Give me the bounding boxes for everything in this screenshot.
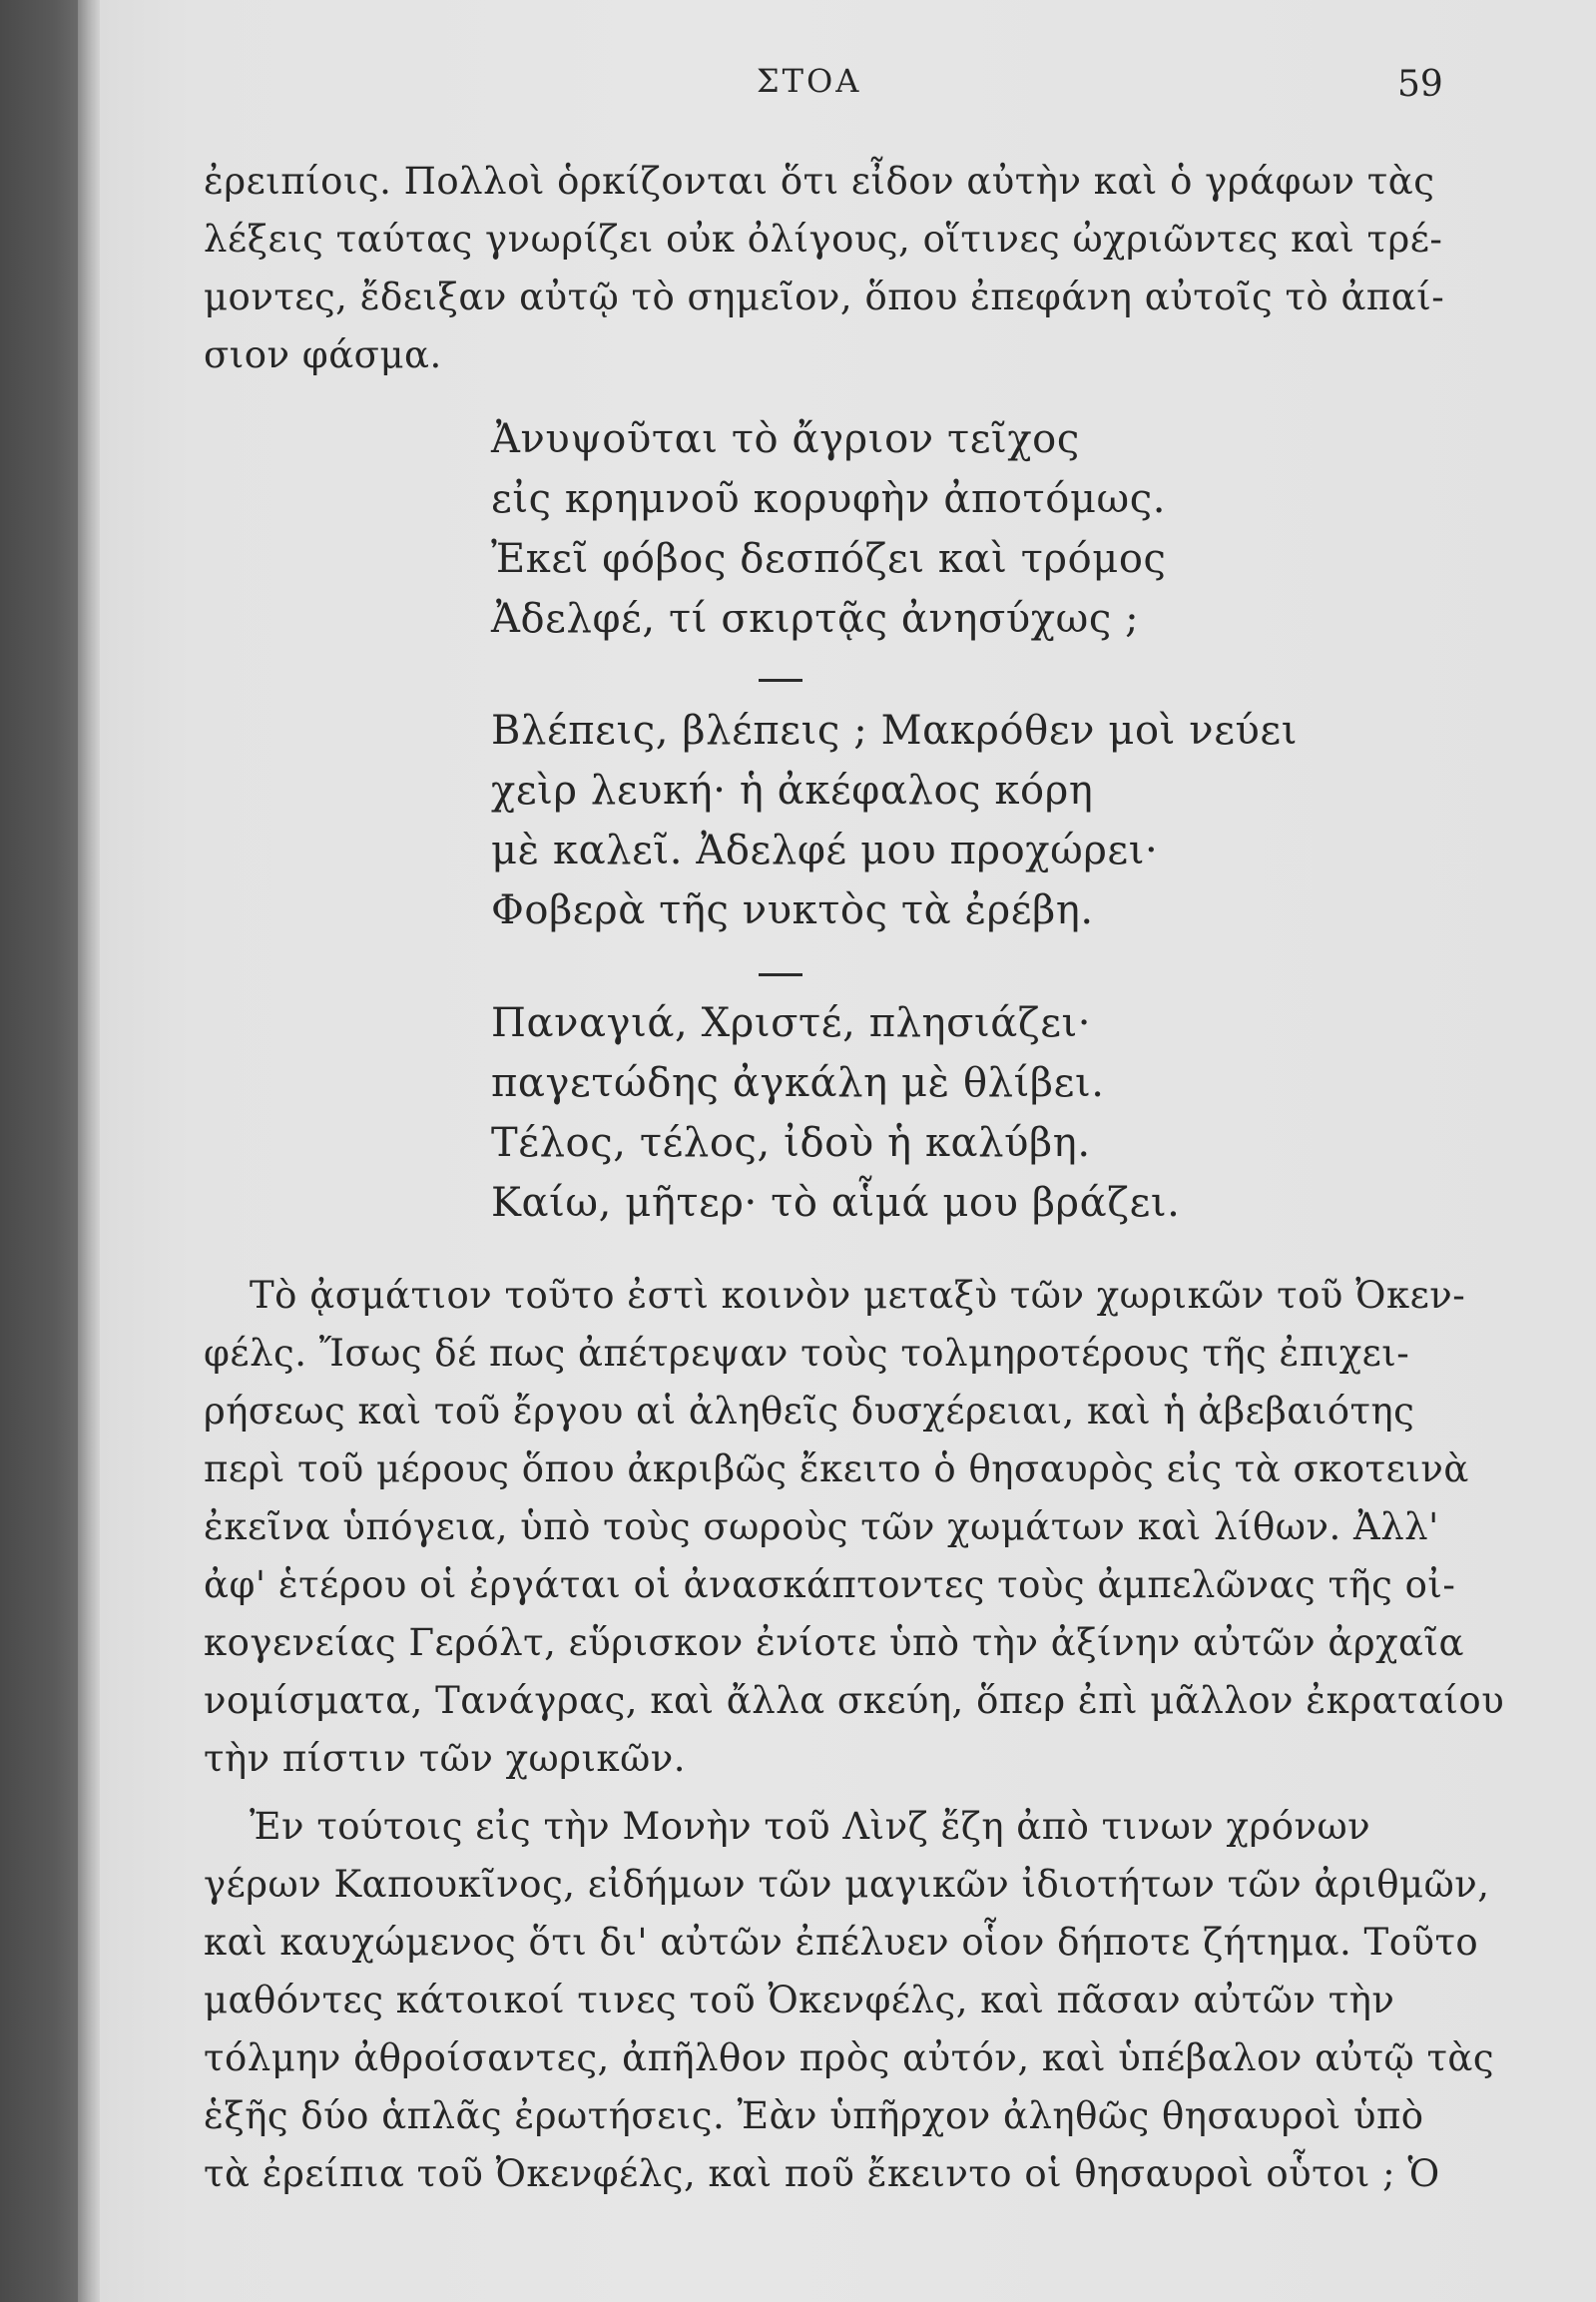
text-line: τὴν πίστιν τῶν χωρικῶν.	[204, 1737, 686, 1780]
verse-line: εἰς κρημνοῦ κορυφὴν ἀποτόμως.	[491, 476, 1167, 522]
text-line: ρήσεως καὶ τοῦ ἔργου αἱ ἀληθεῖς δυσχέρειαι, καὶ ἡ ἀβεβαιότης	[204, 1390, 1415, 1433]
text-line: λέξεις ταύτας γνωρίζει οὐκ ὀλίγους, οἵτινες ὠχριῶντες καὶ τρέ-	[204, 218, 1443, 261]
book-binding-shadow	[0, 0, 78, 2302]
text-line: μαθόντες κάτοικοί τινες τοῦ Ὀκενφέλς, καὶ πᾶσαν αὐτῶν τὴν	[204, 1979, 1395, 2021]
verse-line: Παναγιά, Χριστέ, πλησιάζει·	[491, 1000, 1092, 1046]
text-line: Ἐν τούτοις εἰς τὴν Μονὴν τοῦ Λὶνζ ἔζη ἀπὸ τινων χρόνων	[250, 1805, 1371, 1848]
verse-line: χεὶρ λευκή· ἡ ἀκέφαλος κόρη	[491, 768, 1094, 814]
stanza-separator	[759, 973, 802, 976]
text-line: καὶ καυχώμενος ὅτι δι' αὐτῶν ἐπέλυεν οἷον δήποτε ζήτημα. Τοῦτο	[204, 1921, 1479, 1964]
text-line: περὶ τοῦ μέρους ὅπου ἀκριβῶς ἔκειτο ὁ θησαυρὸς εἰς τὰ σκοτεινὰ	[204, 1447, 1469, 1490]
verse-line: Τέλος, τέλος, ἰδοὺ ἡ καλύβη.	[491, 1120, 1091, 1166]
text-line: ἐκεῖνα ὑπόγεια, ὑπὸ τοὺς σωροὺς τῶν χωμάτων καὶ λίθων. Ἀλλ'	[204, 1505, 1439, 1548]
text-line: γέρων Καπουκῖνος, εἰδήμων τῶν μαγικῶν ἰδιοτήτων τῶν ἀριθμῶν,	[204, 1863, 1490, 1906]
verse-line: Φοβερὰ τῆς νυκτὸς τὰ ἐρέβη.	[491, 887, 1094, 933]
verse-line: Βλέπεις, βλέπεις ; Μακρόθεν μοὶ νεύει	[491, 708, 1299, 754]
text-line: ἑξῆς δύο ἁπλᾶς ἐρωτήσεις. Ἐὰν ὑπῆρχον ἀληθῶς θησαυροὶ ὑπὸ	[204, 2094, 1424, 2137]
page-number: 59	[1397, 64, 1443, 105]
text-line: ἐρειπίοις. Πολλοὶ ὁρκίζονται ὅτι εἶδον αὐτὴν καὶ ὁ γράφων τὰς	[204, 160, 1435, 203]
verse-line: Καίω, μῆτερ· τὸ αἷμά μου βράζει.	[491, 1180, 1181, 1226]
text-line: ἀφ' ἑτέρου οἱ ἐργάται οἱ ἀνασκάπτοντες τοὺς ἀμπελῶνας τῆς οἰ-	[204, 1563, 1456, 1606]
verse-line: μὲ καλεῖ. Ἀδελφέ μου προχώρει·	[491, 828, 1159, 873]
running-head	[100, 62, 1596, 112]
text-line: τόλμην ἀθροίσαντες, ἀπῆλθον πρὸς αὐτόν, καὶ ὑπέβαλον αὐτῷ τὰς	[204, 2036, 1495, 2079]
verse-line: Ἀνυψοῦται τὸ ἄγριον τεῖχος	[491, 416, 1080, 462]
running-head-title: ΣΤΟΑ	[757, 62, 862, 100]
text-line: φέλς. Ἴσως δέ πως ἀπέτρεψαν τοὺς τολμηροτέρους τῆς ἐπιχει-	[204, 1332, 1410, 1375]
book-page	[100, 0, 1596, 2302]
verse-line: Ἀδελφέ, τί σκιρτᾷς ἀνησύχως ;	[491, 596, 1140, 642]
text-line: Τὸ ᾀσμάτιον τοῦτο ἐστὶ κοινὸν μεταξὺ τῶν χωρικῶν τοῦ Ὀκεν-	[250, 1274, 1466, 1317]
verse-line: Ἐκεῖ φόβος δεσπόζει καὶ τρόμος	[491, 536, 1167, 582]
text-line: κογενείας Γερόλτ, εὕρισκον ἐνίοτε ὑπὸ τὴν ἀξίνην αὐτῶν ἀρχαῖα	[204, 1621, 1465, 1664]
page-gutter	[78, 0, 100, 2302]
text-line: σιον φάσμα.	[204, 333, 442, 376]
text-line: νομίσματα, Τανάγρας, καὶ ἄλλα σκεύη, ὅπερ ἐπὶ μᾶλλον ἐκραταίου	[204, 1679, 1505, 1722]
text-line: τὰ ἐρείπια τοῦ Ὀκενφέλς, καὶ ποῦ ἔκειντο οἱ θησαυροὶ οὗτοι ; Ὁ	[204, 2152, 1440, 2195]
text-line: μοντες, ἔδειξαν αὐτῷ τὸ σημεῖον, ὅπου ἐπεφάνη αὐτοῖς τὸ ἀπαί-	[204, 276, 1445, 318]
verse-line: παγετώδης ἀγκάλη μὲ θλίβει.	[491, 1060, 1105, 1106]
stanza-separator	[759, 679, 802, 682]
